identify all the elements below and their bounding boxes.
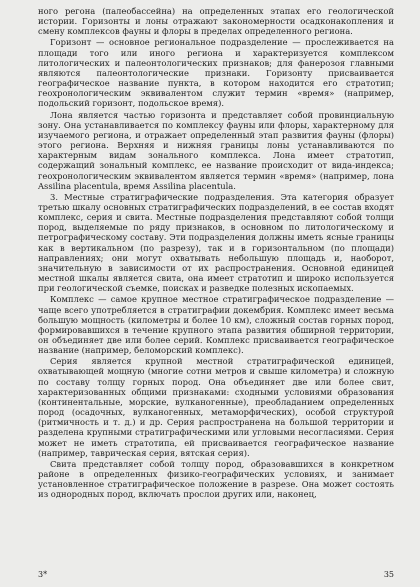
- signature-mark: 3*: [38, 570, 48, 579]
- paragraph-intro: ного регона (палеобассейна) на определенных этапах его геологической истории. Горизонты и лоны отражают закономерности осадконакопления и смену комплексов фауны и флоры в пределах определенного региона.: [38, 6, 394, 37]
- paragraph-suite: Свита представляет собой толщу пород, образовавшихся в конкретном районе в определенных физико-географических условиях, и занимает установленное стратиграфическое положение в разрезе. Она может состоять из однородных пород, включать прослои других или, наконец,: [38, 458, 394, 500]
- paragraph-series: Серия является крупной местной стратиграфической единицей, охватывающей мощную (многие сотни метров и свыше километра) и сложную по составу толщу горных пород. Она объединяет две или более свит, характеризованных общими признаками: сходными условиями образования (континентальные, морские, вулканогенные), преобладанием определенных пород (осадочных, вулканогенных, метаморфических), особой структурой (ритмичность и т. д.) и др. Серия распространена на большой территории и разделена крупными стратиграфическими или угловыми несогласиями. Серия может не иметь стратотипа, ей присваивается географическое название (например, таврическая серия, вятская серия).: [38, 356, 394, 458]
- paragraph-horizon: Горизонт — основное региональное подразделение — прослеживается на площади того или иного региона и характеризуется комплексом литологических и палеонтологических признаков; для фанерозоя главными являются палеонтологические признаки. Горизонту присваивается географическое название пункта, в котором находится его стратотип; геохронологическим эквивалентом служит термин «время» (например, подольский горизонт, подольское время).: [38, 37, 394, 109]
- page-number: 35: [383, 570, 394, 579]
- paragraph-lona: Лона является частью горизонта и представляет собой провинциальную зону. Она устанавливается по комплексу фауны или флоры, характерному для изучаемого региона, и отражает определенный этап развития фауны (флоры) этого региона. Верхняя и нижняя границы лоны устанавливаются по характерным видам зонального комплекса. Лона имеет стратотип, содержащий зональный комплекс, ее название происходит от вида-индекса; геохронологическим эквивалентом является термин «время» (например, лона Assilina placentula, время Assilina placentula.: [38, 109, 394, 191]
- page-footer: [38, 570, 394, 579]
- paragraph-complex: Комплекс — самое крупное местное стратиграфическое подразделение — чаще всего употребляется в стратиграфии докембрия. Комплекс имеет весьма большую мощность (километры и более 10 км), сложный состав горных пород, формировавшихся в течение крупного этапа развития обширной территории, он объединяет две или более серий. Комплекс присваивается географическое название (например, беломорский комплекс).: [38, 294, 394, 356]
- paragraph-local-units: 3. Местные стратиграфические подразделения. Эта категория образует третью шкалу основных стратиграфических подразделений, в ее состав входят комплекс, серия и свита. Местные подразделения представляют собой толщи пород, выделяемые по ряду признаков, в основном по литологическому и петрографическому составу. Эти подразделения должны иметь ясные границы как в вертикальном (по разрезу), так и в горизонтальном (по площади) направлениях; они могут охватывать небольшую площадь и, наоборот, значительную в зависимости от их распространения. Основной единицей местной шкалы является свита, она имеет стратотип и широко используется при геологической съемке, поисках и разведке полезных ископаемых.: [38, 191, 394, 294]
